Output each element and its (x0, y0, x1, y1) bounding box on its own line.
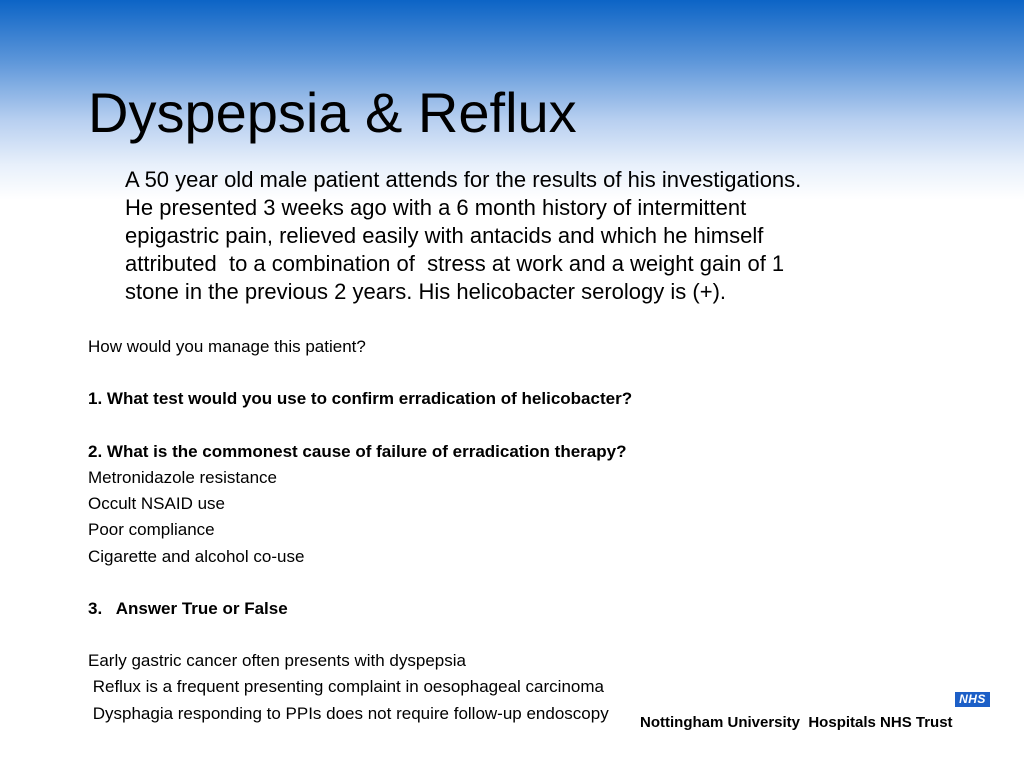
answer-item: Metronidazole resistance (88, 467, 277, 487)
spacer (88, 413, 948, 439)
question-3: 3. Answer True or False (88, 598, 288, 618)
nhs-logo: NHS (955, 692, 990, 707)
slide-title: Dyspepsia & Reflux (88, 81, 577, 144)
answer-item: Poor compliance (88, 520, 215, 540)
true-false-statement: Early gastric cancer often presents with dyspepsia (88, 651, 466, 671)
spacer (88, 360, 948, 386)
case-line: attributed to a combination of stress at work and a weight gain of 1 (125, 251, 785, 276)
spacer (88, 570, 948, 596)
spacer (88, 622, 948, 648)
question-1: 1. What test would you use to confirm erradication of helicobacter? (88, 389, 633, 409)
question-2: 2. What is the commonest cause of failure of erradication therapy? (88, 441, 627, 461)
case-line: He presented 3 weeks ago with a 6 month history of intermittent (125, 195, 747, 220)
true-false-statement: Reflux is a frequent presenting complaint in oesophageal carcinoma (88, 677, 604, 697)
true-false-statement: Dysphagia responding to PPIs does not require follow-up endoscopy (88, 703, 609, 723)
answer-item: Cigarette and alcohol co-use (88, 546, 305, 566)
footer-organization: Nottingham University Hospitals NHS Trust (640, 714, 953, 731)
case-line: epigastric pain, relieved easily with antacids and which he himself (125, 223, 764, 248)
case-description (125, 166, 945, 306)
answer-item: Occult NSAID use (88, 494, 225, 514)
case-line: A 50 year old male patient attends for the results of his investigations. (125, 167, 802, 192)
question-list (88, 334, 948, 727)
management-prompt: How would you manage this patient? (88, 337, 366, 356)
case-line: stone in the previous 2 years. His helicobacter serology is (+). (125, 279, 727, 304)
